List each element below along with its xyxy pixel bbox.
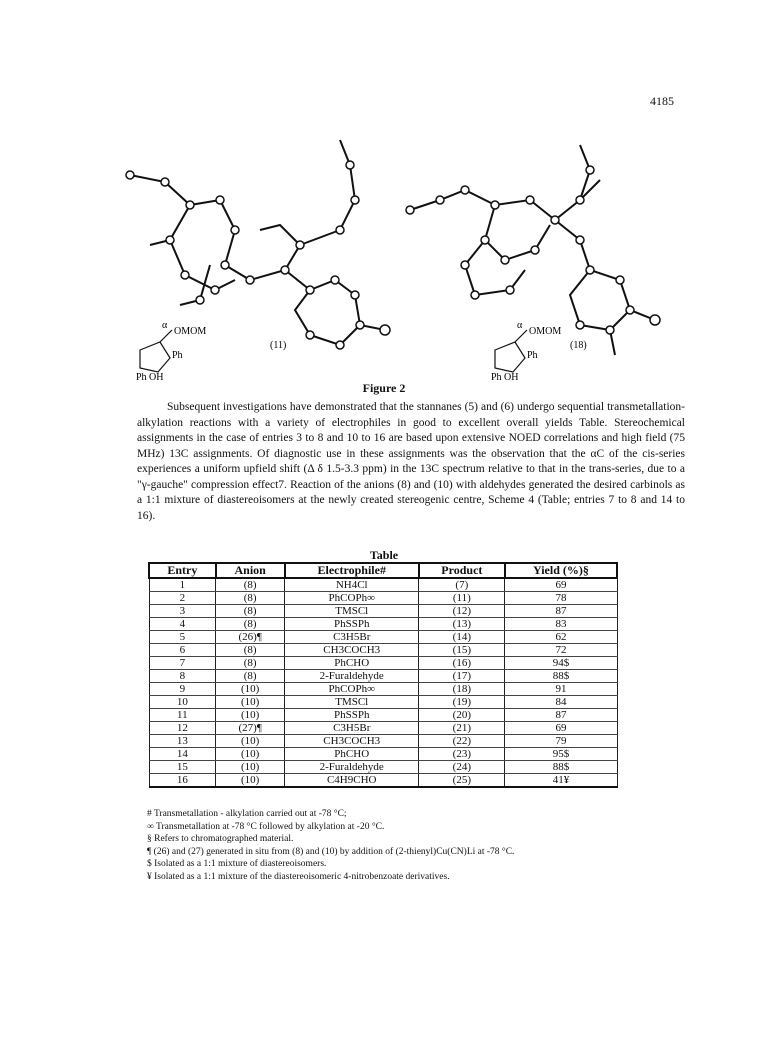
product-cell: (15) <box>419 644 505 657</box>
anion-cell: (10) <box>216 748 285 761</box>
product-cell: (24) <box>419 761 505 774</box>
omom-label-right: OMOM <box>529 326 562 337</box>
yield-cell: 72 <box>505 644 617 657</box>
yield-cell: 69 <box>505 722 617 735</box>
electrophile-cell: PhSSPh <box>285 709 419 722</box>
crystal-structure-figure <box>110 130 670 380</box>
table-row <box>149 631 617 644</box>
electrophile-cell: C3H5Br <box>285 722 419 735</box>
electrophile-cell: 2-Furaldehyde <box>285 761 419 774</box>
table-body <box>149 578 617 787</box>
yield-cell: 62 <box>505 631 617 644</box>
yield-cell: 78 <box>505 592 617 605</box>
table-row <box>149 592 617 605</box>
electrophile-cell: 2-Furaldehyde <box>285 670 419 683</box>
anion-cell: (8) <box>216 657 285 670</box>
product-cell: (16) <box>419 657 505 670</box>
entry-cell: 1 <box>149 578 216 592</box>
anion-cell: (10) <box>216 683 285 696</box>
product-cell: (17) <box>419 670 505 683</box>
entry-cell: 13 <box>149 735 216 748</box>
table-row <box>149 657 617 670</box>
table-header-row <box>149 563 617 578</box>
electrophile-cell: PhCHO <box>285 657 419 670</box>
yield-cell: 88$ <box>505 670 617 683</box>
electrophile-cell: C3H5Br <box>285 631 419 644</box>
ph-label-left: Ph <box>172 350 183 361</box>
electrophile-cell: CH3COCH3 <box>285 644 419 657</box>
anion-cell: (8) <box>216 670 285 683</box>
table-row <box>149 683 617 696</box>
table-row <box>149 670 617 683</box>
entry-cell: 2 <box>149 592 216 605</box>
footnote: ∞ Transmetallation at -78 °C followed by alkylation at -20 °C. <box>147 821 385 832</box>
entry-cell: 14 <box>149 748 216 761</box>
compound-label-right: (18) <box>570 340 587 351</box>
electrophile-cell: PhCOPh∞ <box>285 592 419 605</box>
alpha-label-right: α <box>517 320 523 331</box>
table-row <box>149 605 617 618</box>
electrophile-cell: PhSSPh <box>285 618 419 631</box>
product-cell: (11) <box>419 592 505 605</box>
footnote: $ Isolated as a 1:1 mixture of diastereoisomers. <box>147 859 327 869</box>
table-title: Table <box>369 548 399 562</box>
yield-cell: 95$ <box>505 748 617 761</box>
compound-label-left: (11) <box>270 340 287 351</box>
table-row <box>149 709 617 722</box>
anion-cell: (10) <box>216 774 285 788</box>
anion-cell: (10) <box>216 735 285 748</box>
electrophile-cell: PhCHO <box>285 748 419 761</box>
product-cell: (21) <box>419 722 505 735</box>
entry-cell: 6 <box>149 644 216 657</box>
entry-cell: 10 <box>149 696 216 709</box>
header-electrophile: Electrophile# <box>285 563 419 578</box>
anion-cell: (26)¶ <box>216 631 285 644</box>
yield-cell: 83 <box>505 618 617 631</box>
table-row <box>149 774 617 788</box>
anion-cell: (10) <box>216 696 285 709</box>
product-cell: (23) <box>419 748 505 761</box>
entry-cell: 11 <box>149 709 216 722</box>
yield-cell: 94$ <box>505 657 617 670</box>
electrophile-cell: CH3COCH3 <box>285 735 419 748</box>
yield-cell: 91 <box>505 683 617 696</box>
product-cell: (20) <box>419 709 505 722</box>
header-product: Product <box>419 563 505 578</box>
electrophile-cell: C4H9CHO <box>285 774 419 788</box>
product-cell: (18) <box>419 683 505 696</box>
footnote: § Refers to chromatographed material. <box>147 834 294 844</box>
footnote: ¶ (26) and (27) generated in situ from (8) and (10) by addition of (2-thienyl)Cu(CN)Li at -78 °C. <box>147 846 515 857</box>
anion-cell: (8) <box>216 578 285 592</box>
anion-cell: (8) <box>216 592 285 605</box>
electrophile-cell: TMSCl <box>285 605 419 618</box>
header-yield: Yield (%)§ <box>505 563 617 578</box>
results-table <box>148 562 618 788</box>
entry-cell: 7 <box>149 657 216 670</box>
header-anion: Anion <box>216 563 285 578</box>
figure-caption: Figure 2 <box>362 381 406 395</box>
ortep-drawings <box>110 130 670 380</box>
alpha-label-left: α <box>162 320 168 331</box>
ph-oh-label-right: Ph OH <box>491 372 519 380</box>
electrophile-cell: TMSCl <box>285 696 419 709</box>
entry-cell: 3 <box>149 605 216 618</box>
table-row <box>149 696 617 709</box>
product-cell: (14) <box>419 631 505 644</box>
body-paragraph <box>137 400 685 524</box>
electrophile-cell: NH4Cl <box>285 578 419 592</box>
yield-cell: 87 <box>505 709 617 722</box>
anion-cell: (8) <box>216 605 285 618</box>
entry-cell: 15 <box>149 761 216 774</box>
yield-cell: 88$ <box>505 761 617 774</box>
table-row <box>149 578 617 592</box>
yield-cell: 84 <box>505 696 617 709</box>
entry-cell: 12 <box>149 722 216 735</box>
omom-label-left: OMOM <box>174 326 207 337</box>
ph-label-right: Ph <box>527 350 538 361</box>
ph-oh-label-left: Ph OH <box>136 372 164 380</box>
footnotes <box>147 808 667 883</box>
page-number: 4185 <box>650 94 674 108</box>
yield-cell: 69 <box>505 578 617 592</box>
paragraph-text: Subsequent investigations have demonstrated that the stannanes (5) and (6) undergo sequential transmetallation-alkylation reactions with a variety of electrophiles in good to excellent overall yields Table. Stereochemical assignments in the case of entries 3 to 8 and 10 to 16 are based upon extensive NOED correlations and high field (75 MHz) 13C assignments. Of diagnostic use in these assignments was the observation that the αC of the cis-series experiences a uniform upfield shift (Δ δ 1.5-3.3 ppm) in the 13C spectrum relative to that in the trans-series, due to a "γ-gauche" compression effect7. Reaction of the anions (8) and (10) with aldehydes generated the desired carbinols as a 1:1 mixture of diastereoisomers at the newly created stereogenic centre, Scheme 4 (Table; entries 7 to 8 and 14 to 16). <box>137 401 685 522</box>
product-cell: (7) <box>419 578 505 592</box>
header-entry: Entry <box>149 563 216 578</box>
product-cell: (25) <box>419 774 505 788</box>
anion-cell: (8) <box>216 644 285 657</box>
table-row <box>149 618 617 631</box>
anion-cell: (10) <box>216 761 285 774</box>
table-row <box>149 761 617 774</box>
table-row <box>149 644 617 657</box>
anion-cell: (8) <box>216 618 285 631</box>
table-row <box>149 722 617 735</box>
entry-cell: 5 <box>149 631 216 644</box>
entry-cell: 4 <box>149 618 216 631</box>
product-cell: (12) <box>419 605 505 618</box>
product-cell: (19) <box>419 696 505 709</box>
product-cell: (22) <box>419 735 505 748</box>
footnote: ¥ Isolated as a 1:1 mixture of the diastereoisomeric 4-nitrobenzoate derivatives. <box>147 871 450 882</box>
table-row <box>149 735 617 748</box>
footnote: # Transmetallation - alkylation carried out at -78 °C; <box>147 809 347 819</box>
yield-cell: 79 <box>505 735 617 748</box>
anion-cell: (10) <box>216 709 285 722</box>
anion-cell: (27)¶ <box>216 722 285 735</box>
electrophile-cell: PhCOPh∞ <box>285 683 419 696</box>
entry-cell: 8 <box>149 670 216 683</box>
table-row <box>149 748 617 761</box>
product-cell: (13) <box>419 618 505 631</box>
entry-cell: 9 <box>149 683 216 696</box>
yield-cell: 87 <box>505 605 617 618</box>
yield-cell: 41¥ <box>505 774 617 788</box>
entry-cell: 16 <box>149 774 216 788</box>
